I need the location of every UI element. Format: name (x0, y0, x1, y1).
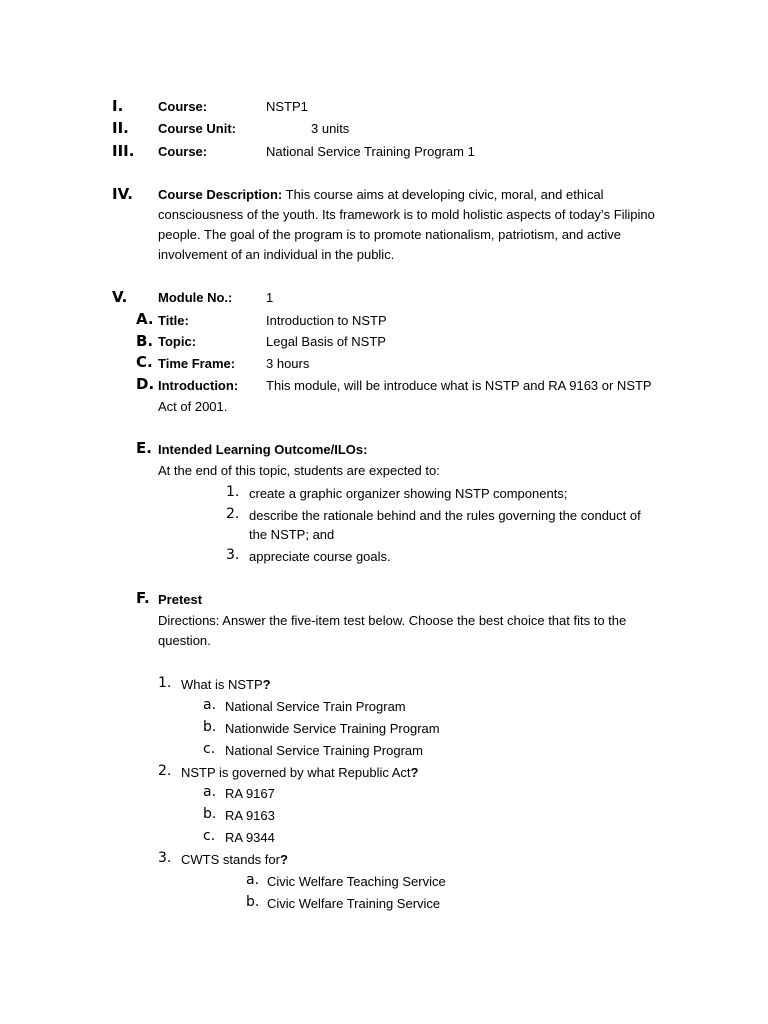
letter-d: D. (136, 375, 155, 393)
letter-f: F. (136, 589, 150, 607)
choice-1b: Nationwide Service Training Program (225, 721, 440, 736)
topic-value: Legal Basis of NSTP (266, 334, 386, 349)
pretest-directions: Directions: Answer the five-item test below. Choose the best choice that fits to the question. (158, 613, 627, 648)
letter-b: B. (136, 332, 154, 350)
question-number-3: 3. (158, 850, 172, 866)
question-3-text: CWTS stands for (181, 852, 280, 867)
ilo-number-2: 2. (226, 506, 240, 522)
choice-2b: RA 9163 (225, 808, 275, 823)
ilo-heading: Intended Learning Outcome/ILOs: (158, 442, 368, 457)
choice-letter-1c: c. (203, 741, 216, 757)
time-frame-value: 3 hours (266, 356, 310, 371)
question-2 (181, 765, 419, 781)
numeral-i: I. (112, 97, 124, 115)
letter-c: C. (136, 353, 153, 371)
choice-letter-3b: b. (246, 894, 260, 910)
ilo-number-3: 3. (226, 547, 240, 563)
question-1 (181, 677, 271, 693)
time-frame-label: Time Frame: (158, 356, 236, 371)
choice-1c: National Service Training Program (225, 743, 423, 758)
choice-letter-2a: a. (203, 784, 217, 800)
question-3-mark: ? (279, 852, 288, 867)
ilo-number-1: 1. (226, 484, 240, 500)
letter-e: E. (136, 439, 152, 457)
numeral-iv: IV. (112, 185, 133, 203)
numeral-ii: II. (112, 119, 129, 137)
choice-letter-2b: b. (203, 806, 217, 822)
introduction-continuation: Act of 2001. (158, 399, 228, 414)
question-2-text: NSTP is governed by what Republic Act (181, 765, 411, 780)
question-number-2: 2. (158, 763, 172, 779)
course-label: Course: (158, 99, 208, 114)
introduction-label: Introduction: (158, 378, 239, 393)
letter-a: A. (136, 310, 154, 328)
course-code-value: NSTP1 (266, 99, 308, 114)
course-description-text: This course aims at developing civic, moral, and ethical consciousness of the youth. Its framework is to mold holistic aspects of today’s Filipino people. The goal of the program is to promote nationalism, patriotism, and active involvement of an individual in the public. (158, 187, 655, 262)
question-1-mark: ? (262, 677, 271, 692)
module-number-value: 1 (266, 290, 274, 305)
choice-3b: Civic Welfare Training Service (267, 896, 441, 911)
question-3 (181, 852, 288, 868)
choice-2a: RA 9167 (225, 786, 275, 801)
course-title-value: National Service Training Program 1 (266, 144, 475, 159)
question-2-mark: ? (410, 765, 419, 780)
choice-3a: Civic Welfare Teaching Service (267, 874, 446, 889)
ilo-intro: At the end of this topic, students are expected to: (158, 463, 440, 478)
title-label: Title: (158, 313, 189, 328)
course-title-label: Course: (158, 144, 208, 159)
choice-letter-1b: b. (203, 719, 217, 735)
module-number-label: Module No.: (158, 290, 233, 305)
choice-1a: National Service Train Program (225, 699, 406, 714)
ilo-item-1: create a graphic organizer showing NSTP components; (249, 486, 568, 501)
choice-letter-2c: c. (203, 828, 216, 844)
introduction-value: This module, will be introduce what is NSTP and RA 9163 or NSTP (266, 378, 652, 393)
course-unit-label: Course Unit: (158, 121, 236, 136)
choice-2c: RA 9344 (225, 830, 275, 845)
course-description (158, 185, 678, 265)
question-number-1: 1. (158, 675, 172, 691)
topic-label: Topic: (158, 334, 197, 349)
ilo-item-2-continuation: the NSTP; and (249, 527, 335, 542)
numeral-v: V. (112, 288, 128, 306)
ilo-item-3: appreciate course goals. (249, 549, 391, 564)
question-1-text: What is NSTP (181, 677, 263, 692)
pretest-heading: Pretest (158, 592, 203, 607)
numeral-iii: III. (112, 142, 135, 160)
ilo-item-2: describe the rationale behind and the rules governing the conduct of (249, 508, 641, 523)
choice-letter-1a: a. (203, 697, 217, 713)
choice-letter-3a: a. (246, 872, 260, 888)
course-description-label: Course Description: (158, 187, 283, 202)
course-unit-value: 3 units (311, 121, 350, 136)
title-value: Introduction to NSTP (266, 313, 387, 328)
